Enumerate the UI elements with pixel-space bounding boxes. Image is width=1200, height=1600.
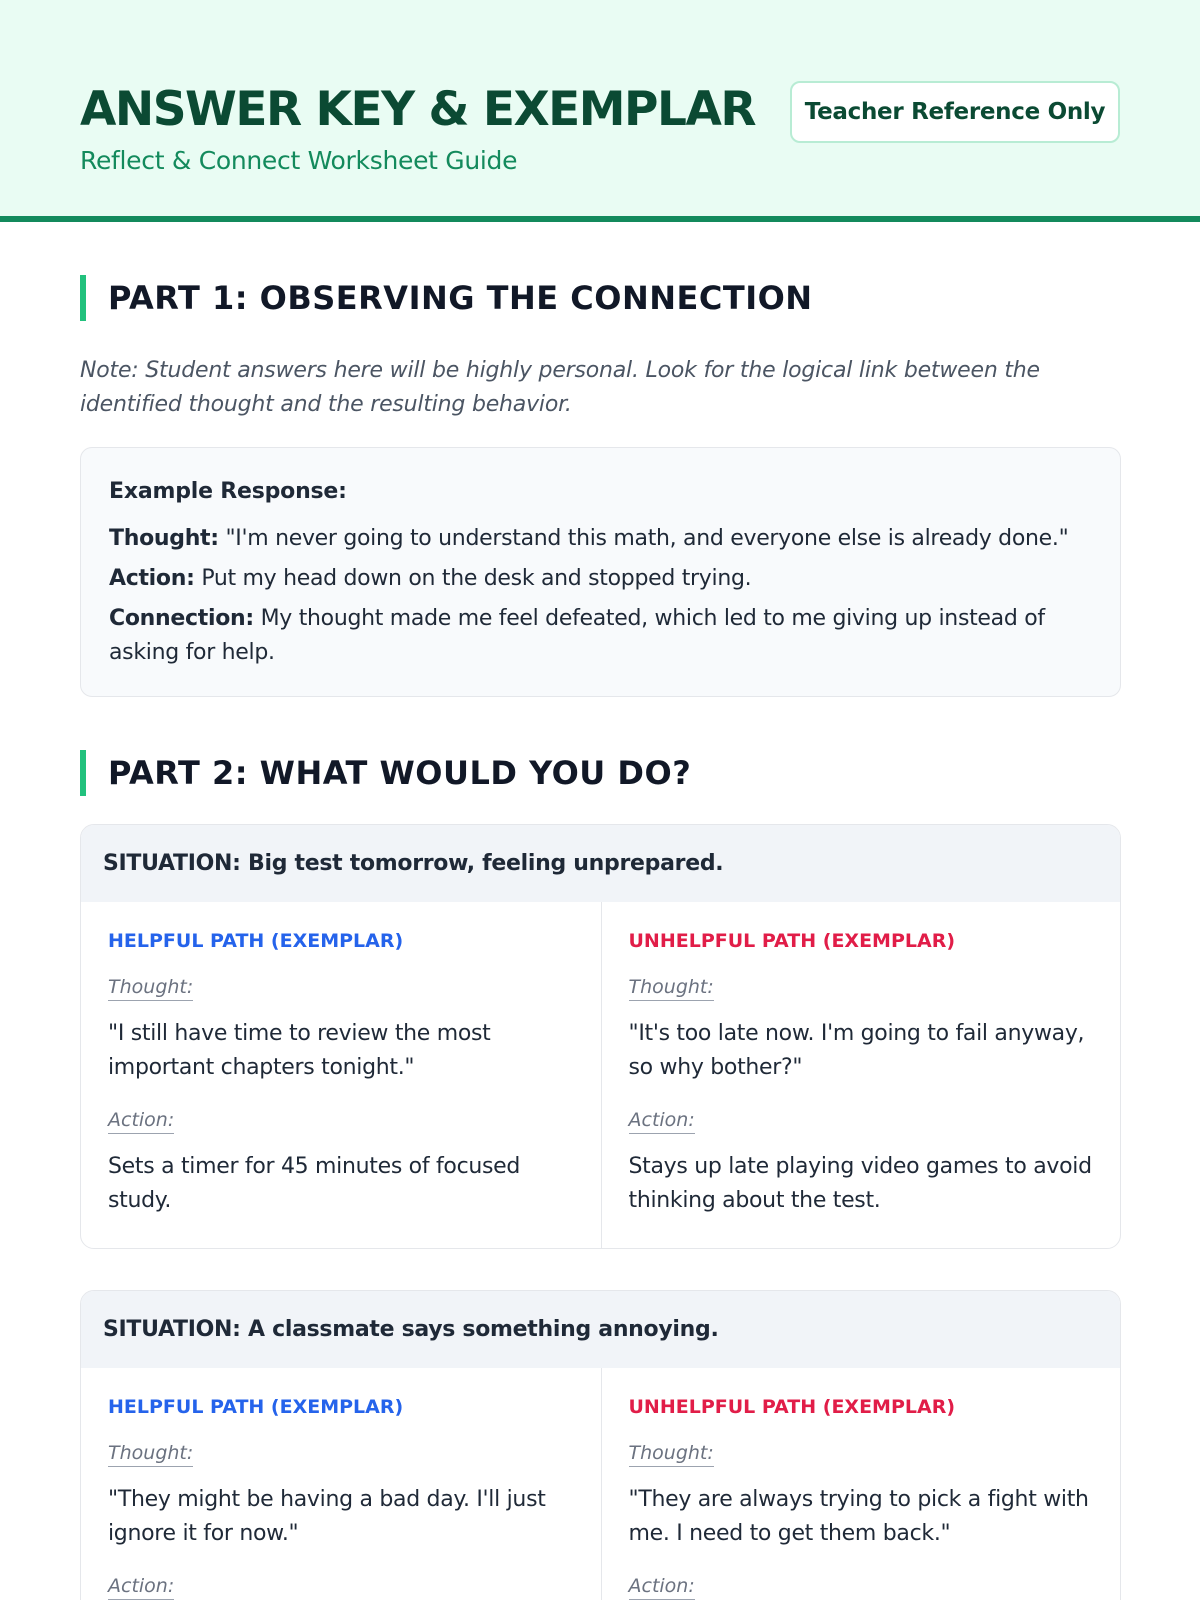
action-label: Action: [629,1573,695,1600]
helpful-thought-text: "I still have time to review the most important chapters tonight." [108,1021,491,1080]
teacher-reference-badge: Teacher Reference Only [790,81,1120,143]
unhelpful-thought-text: "They are always trying to pick a fight with me. I need to get them back." [628,1487,1089,1546]
part1-heading: PART 1: OBSERVING THE CONNECTION [80,275,813,321]
page-title: ANSWER KEY & EXEMPLAR [80,82,756,137]
helpful-action-text: Sets a timer for 45 minutes of focused study. [108,1154,521,1213]
thought-label: Thought: [629,1440,714,1467]
example-response-box [80,447,1121,697]
part2-heading: PART 2: WHAT WOULD YOU DO? [80,750,691,796]
page-subtitle: Reflect & Connect Worksheet Guide [80,146,518,175]
unhelpful-action-text: Stays up late playing video games to avoid thinking about the test. [628,1154,1092,1213]
helpful-path-title: HELPFUL PATH (EXEMPLAR) [108,930,404,952]
situation-paths [81,1368,1120,1600]
page-header [0,0,1200,222]
action-label: Action: [108,1573,174,1600]
unhelpful-path-column [601,902,1121,1249]
example-thought [109,522,1092,556]
situation-title: SITUATION: A classmate says something annoying. [81,1291,1120,1368]
example-action [109,562,1092,596]
example-thought-label: Thought: [109,526,219,551]
situation-paths [81,902,1120,1249]
action-label: Action: [108,1107,174,1134]
thought-label: Thought: [108,974,193,1001]
example-response-title: Example Response: [109,479,347,504]
part1-note: Note: Student answers here will be highly personal. Look for the logical link between the identified thought and the resulting behavior. [80,358,1040,417]
situation-card [80,824,1121,1249]
helpful-path-column [81,1368,601,1600]
situation-title: SITUATION: Big test tomorrow, feeling unprepared. [81,825,1120,902]
example-action-text: Put my head down on the desk and stopped trying. [201,566,752,591]
example-action-label: Action: [109,566,195,591]
helpful-path-column [81,902,601,1249]
example-connection-text: My thought made me feel defeated, which led to me giving up instead of asking for help. [109,606,1045,665]
unhelpful-thought-text: "It's too late now. I'm going to fail anyway, so why bother?" [628,1021,1085,1080]
example-thought-text: "I'm never going to understand this math, and everyone else is already done." [225,526,1069,551]
situation-card [80,1290,1121,1600]
example-connection [109,602,1092,670]
thought-label: Thought: [108,1440,193,1467]
helpful-thought-text: "They might be having a bad day. I'll just ignore it for now." [108,1487,546,1546]
unhelpful-path-title: UNHELPFUL PATH (EXEMPLAR) [628,1396,956,1418]
action-label: Action: [629,1107,695,1134]
helpful-path-title: HELPFUL PATH (EXEMPLAR) [108,1396,404,1418]
thought-label: Thought: [629,974,714,1001]
example-connection-label: Connection: [109,606,254,631]
unhelpful-path-column [601,1368,1121,1600]
unhelpful-path-title: UNHELPFUL PATH (EXEMPLAR) [628,930,956,952]
